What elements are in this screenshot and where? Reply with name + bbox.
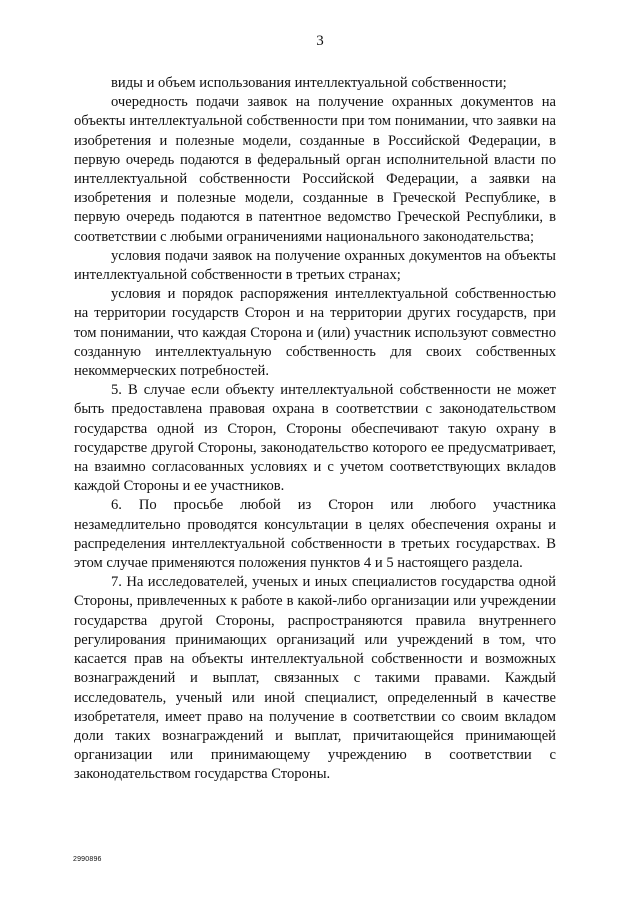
paragraph-item-5: 5. В случае если объекту интеллектуальной собственности не может быть предоставлена правовая охрана в соответствии с законодательством государства одной из Сторон, Стороны обеспечивают такую охрану в государстве другой Стороны, законодательство которого ее предусматривает, на взаимно согласованных условиях и с учетом соответствующих вкладов каждой Стороны и ее участников.	[74, 382, 556, 495]
paragraph-filing-order: очередность подачи заявок на получение охранных документов на объекты интеллектуальной собственности при том понимании, что заявки на изобретения и полезные модели, созданные в Российской Федерации, в первую очередь подаются в федеральный орган исполнительной власти по интеллектуальной собственности Российской Федерации, а заявки на изобретения и полезные модели, созданные в Греческой Республике, в первую очередь подаются в патентное ведомство Греческой Республики, в соответствии с любыми ограничениями национального законодательства;	[74, 94, 556, 245]
paragraph-item-7: 7. На исследователей, ученых и иных специалистов государства одной Стороны, привлеченных к работе в какой-либо организации или учреждении государства другой Стороны, распространяются правила внутреннего регулирования принимающих организаций или учреждений в том, что касается прав на объекты интеллектуальной собственности и возможных вознаграждений и выплат, связанных с такими правами. Каждый исследователь, ученый или иной специалист, определенный в качестве изобретателя, имеет право на получение в соответствии со своим вкладом доли таких вознаграждений и выплат, причитающейся принимающей организации или принимающему учреждению в соответствии с законодательством государства Стороны.	[74, 574, 556, 783]
paragraph-third-countries: условия подачи заявок на получение охранных документов на объекты интеллектуальной собственности в третьих странах;	[74, 247, 556, 284]
paragraph-disposal-conditions: условия и порядок распоряжения интеллектуальной собственностью на территории государств Сторон и на территории других государств, при том понимании, что каждая Сторона и (или) участник используют совместно созданную интеллектуальную собственность для своих собственных некоммерческих потребностей.	[74, 286, 556, 380]
paragraph-item-6: 6. По просьбе любой из Сторон или любого участника незамедлительно проводятся консультации в целях обеспечения охраны и распределения интеллектуальной собственности в третьих государствах. В этом случае применяются положения пунктов 4 и 5 настоящего раздела.	[74, 497, 556, 572]
paragraph-types-of-use: виды и объем использования интеллектуальной собственности;	[111, 75, 507, 91]
document-code: 2990896	[73, 856, 102, 863]
body-text	[74, 74, 556, 785]
page-number: 3	[316, 33, 324, 49]
